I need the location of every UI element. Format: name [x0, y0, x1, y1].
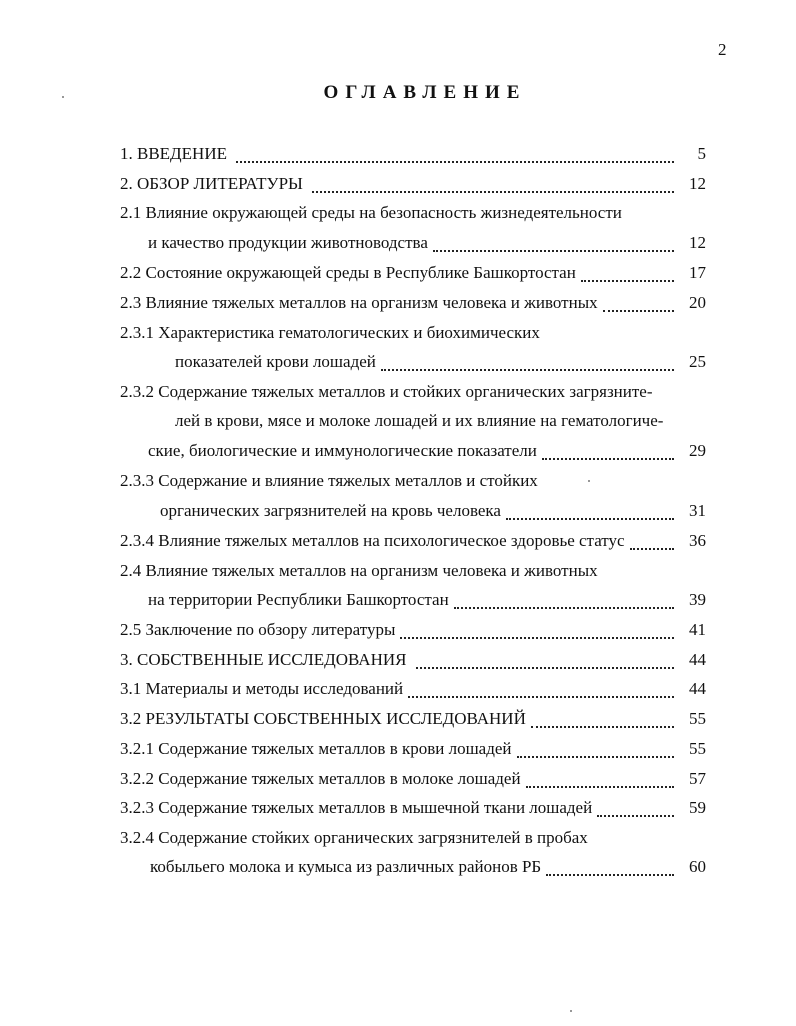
scan-speck — [570, 1010, 572, 1012]
toc-entry-text: на территории Республики Башкортостан — [148, 590, 449, 609]
toc-page-number: 20 — [689, 293, 706, 312]
toc-entry-line — [0, 232, 796, 254]
toc-entry-text: органических загрязнителей на кровь человека — [160, 501, 501, 520]
dot-leader — [546, 860, 674, 876]
toc-entry-line — [0, 708, 796, 730]
toc-page-number: 31 — [689, 501, 706, 520]
toc-page-number: 59 — [689, 798, 706, 817]
toc-entry-line — [0, 827, 796, 849]
toc-entry-text: 2.3 Влияние тяжелых металлов на организм человека и животных — [120, 293, 598, 312]
dot-leader — [581, 266, 674, 282]
scan-speck — [62, 96, 64, 98]
toc-entry-line — [0, 619, 796, 641]
toc-page-number: 12 — [689, 233, 706, 252]
page-number: 2 — [718, 40, 727, 59]
dot-leader — [312, 177, 674, 193]
toc-page-number: 44 — [689, 650, 706, 669]
dot-leader — [400, 623, 674, 639]
toc-page-number: 36 — [689, 531, 706, 550]
toc-entry-line — [0, 322, 796, 344]
toc-entry-text: показателей крови лошадей — [175, 352, 376, 371]
toc-entry-text: кобыльего молока и кумыса из различных районов РБ — [150, 857, 542, 876]
toc-entry-text: 2.3.3 Содержание и влияние тяжелых металлов и стойких — [120, 471, 538, 490]
toc-entry-line — [0, 649, 796, 671]
toc-entry-line — [0, 381, 796, 403]
dot-leader — [531, 712, 674, 728]
toc-entry-text: 2.1 Влияние окружающей среды на безопасность жизнедеятельности — [120, 203, 622, 222]
toc-entry-line — [0, 797, 796, 819]
toc-entry-text: лей в крови, мясе и молоке лошадей и их влияние на гематологиче- — [175, 411, 664, 430]
toc-entry-text: ские, биологические и иммунологические показатели — [148, 441, 537, 460]
toc-entry-line — [0, 173, 796, 195]
toc-entry-text: 2.2 Состояние окружающей среды в Республике Башкортостан — [120, 263, 576, 282]
toc-entry-text: и качество продукции животноводства — [148, 233, 428, 252]
dot-leader — [517, 742, 674, 758]
toc-entry-text: 3.2.3 Содержание тяжелых металлов в мышечной ткани лошадей — [120, 798, 593, 817]
toc-entry-text: 2.3.4 Влияние тяжелых металлов на психологическое здоровье статус — [120, 531, 625, 550]
toc-entry-line — [0, 589, 796, 611]
dot-leader — [408, 682, 674, 698]
toc-entry-line — [0, 351, 796, 373]
toc-entry-line — [0, 440, 796, 462]
toc-page-number: 55 — [689, 739, 706, 758]
dot-leader — [381, 355, 674, 371]
toc-entry-text: 2. ОБЗОР ЛИТЕРАТУРЫ — [120, 174, 303, 193]
toc-page-number: 44 — [689, 679, 706, 698]
toc-entry-line — [0, 856, 796, 878]
toc-entry-text: 2.4 Влияние тяжелых металлов на организм человека и животных — [120, 561, 598, 580]
toc-entry-line — [0, 470, 796, 492]
dot-leader — [416, 653, 674, 669]
dot-leader — [433, 236, 674, 252]
dot-leader — [454, 593, 674, 609]
toc-entry-text: 1. ВВЕДЕНИЕ — [120, 144, 227, 163]
toc-entry-line — [0, 530, 796, 552]
toc-entry-line — [0, 560, 796, 582]
page-title: ОГЛАВЛЕНИЕ — [323, 82, 527, 103]
toc-entry-text: 2.5 Заключение по обзору литературы — [120, 620, 396, 639]
toc-entry-text: 3.2.4 Содержание стойких органических загрязнителей в пробах — [120, 828, 588, 847]
toc-entry-line — [0, 410, 796, 432]
toc-entry-line — [0, 143, 796, 165]
toc-entry-line — [0, 500, 796, 522]
toc-page-number: 12 — [689, 174, 706, 193]
toc-entry-line — [0, 262, 796, 284]
toc-entry-text: 3.2.2 Содержание тяжелых металлов в молоке лошадей — [120, 769, 521, 788]
dot-leader — [603, 296, 674, 312]
toc-entry-line — [0, 768, 796, 790]
toc-page-number: 57 — [689, 769, 706, 788]
toc-page-number: 55 — [689, 709, 706, 728]
toc-page-number: 5 — [697, 144, 706, 163]
toc-page-number: 60 — [689, 857, 706, 876]
toc-entry-line — [0, 738, 796, 760]
dot-leader — [597, 801, 674, 817]
toc-entry-text: 3.2.1 Содержание тяжелых металлов в крови лошадей — [120, 739, 512, 758]
toc-page-number: 17 — [689, 263, 706, 282]
toc-page-number: 29 — [689, 441, 706, 460]
toc-entry-line — [0, 678, 796, 700]
toc-entry-text: 3.2 РЕЗУЛЬТАТЫ СОБСТВЕННЫХ ИССЛЕДОВАНИЙ — [120, 709, 526, 728]
toc-entry-line — [0, 292, 796, 314]
dot-leader — [236, 147, 674, 163]
toc-entry-line — [0, 202, 796, 224]
toc-page-number: 25 — [689, 352, 706, 371]
toc-page-number: 39 — [689, 590, 706, 609]
scan-speck — [588, 480, 590, 482]
toc-page-number: 41 — [689, 620, 706, 639]
toc-entry-text: 2.3.1 Характеристика гематологических и биохимических — [120, 323, 540, 342]
toc-entry-text: 3. СОБСТВЕННЫЕ ИССЛЕДОВАНИЯ — [120, 650, 407, 669]
toc-entry-text: 2.3.2 Содержание тяжелых металлов и стойких органических загрязните- — [120, 382, 653, 401]
dot-leader — [506, 504, 674, 520]
toc-entry-text: 3.1 Материалы и методы исследований — [120, 679, 404, 698]
dot-leader — [526, 772, 674, 788]
dot-leader — [542, 444, 674, 460]
dot-leader — [630, 534, 674, 550]
